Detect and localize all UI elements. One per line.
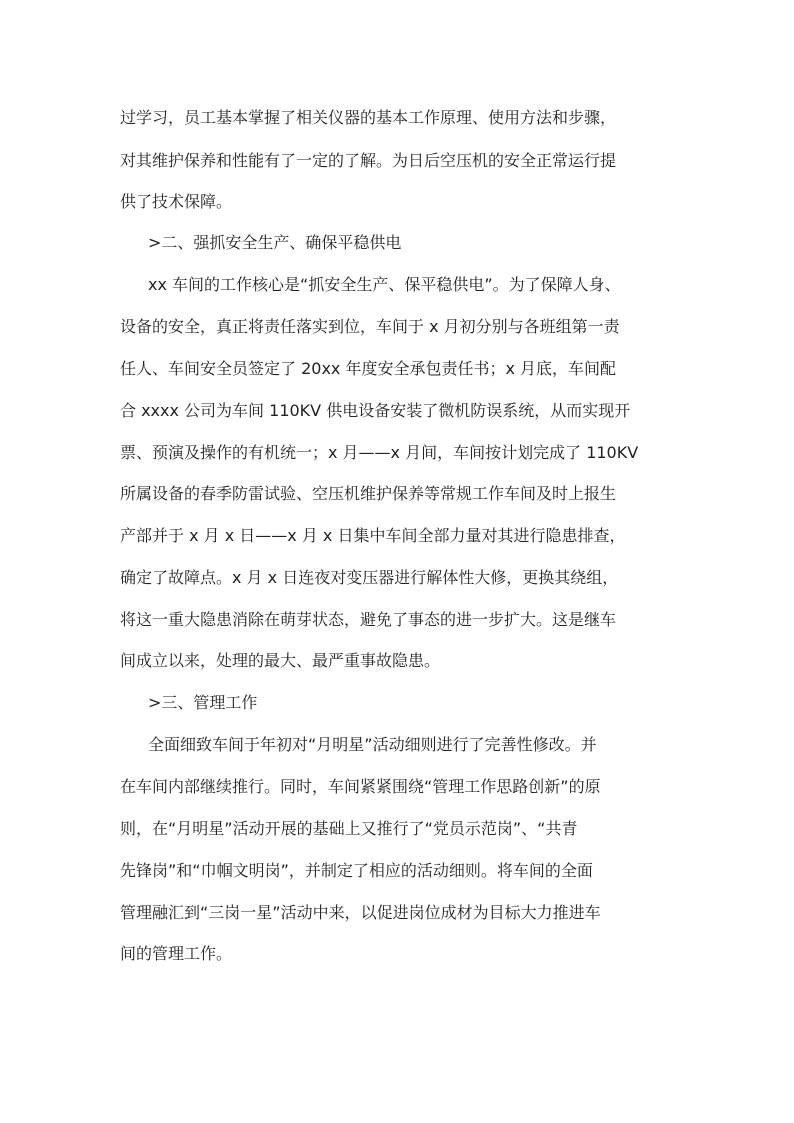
paragraph-line: 将这一重大隐患消除在萌芽状态，避免了事态的进一步扩大。这是继车: [120, 610, 617, 629]
paragraph-line: 间的管理工作。: [120, 944, 233, 963]
paragraph-line: 合 xxxx 公司为车间 110KV 供电设备安装了微机防误系统，从而实现开: [120, 401, 631, 420]
paragraph-line: 在车间内部继续推行。同时，车间紧紧围绕“管理工作思路创新”的原: [120, 777, 601, 796]
paragraph-line: 任人、车间安全员签定了 20xx 年度安全承包责任书；x 月底，车间配: [120, 359, 617, 378]
section-heading: >二、强抓安全生产、确保平稳供电: [148, 233, 402, 252]
paragraph-line: 则，在“月明星”活动开展的基础上又推行了“党员示范岗”、“共青: [120, 819, 578, 838]
paragraph-line: 产部并于 x 月 x 日——x 月 x 日集中车间全部力量对其进行隐患排查，: [120, 526, 626, 545]
paragraph-line: 过学习，员工基本掌握了相关仪器的基本工作原理、使用方法和步骤，: [120, 108, 617, 127]
paragraph-line: 全面细致车间于年初对“月明星”活动细则进行了完善性修改。并: [148, 735, 597, 754]
paragraph-line: 票、预演及操作的有机统一；x 月——x 月间，车间按计划完成了 110KV: [120, 443, 639, 462]
paragraph-line: 设备的安全，真正将责任落实到位，车间于 x 月初分别与各班组第一责: [120, 317, 620, 336]
paragraph-line: 供了技术保障。: [120, 192, 233, 211]
paragraph-line: xx 车间的工作核心是“抓安全生产、保平稳供电”。为了保障人身、: [148, 275, 621, 294]
paragraph-line: 对其维护保养和性能有了一定的了解。为日后空压机的安全正常运行提: [120, 151, 617, 170]
paragraph-line: 间成立以来，处理的最大、最严重事故隐患。: [120, 651, 441, 670]
paragraph-line: 管理融汇到“三岗一星”活动中来，以促进岗位成材为目标大力推进车: [120, 903, 601, 922]
paragraph-line: 确定了故障点。x 月 x 日连夜对变压器进行解体性大修，更换其绕组，: [120, 568, 619, 587]
section-heading: >三、管理工作: [148, 693, 258, 712]
paragraph-line: 所属设备的春季防雷试验、空压机维护保养等常规工作车间及时上报生: [120, 484, 617, 503]
paragraph-line: 先锋岗”和“巾帼文明岗”，并制定了相应的活动细则。将车间的全面: [120, 861, 593, 880]
